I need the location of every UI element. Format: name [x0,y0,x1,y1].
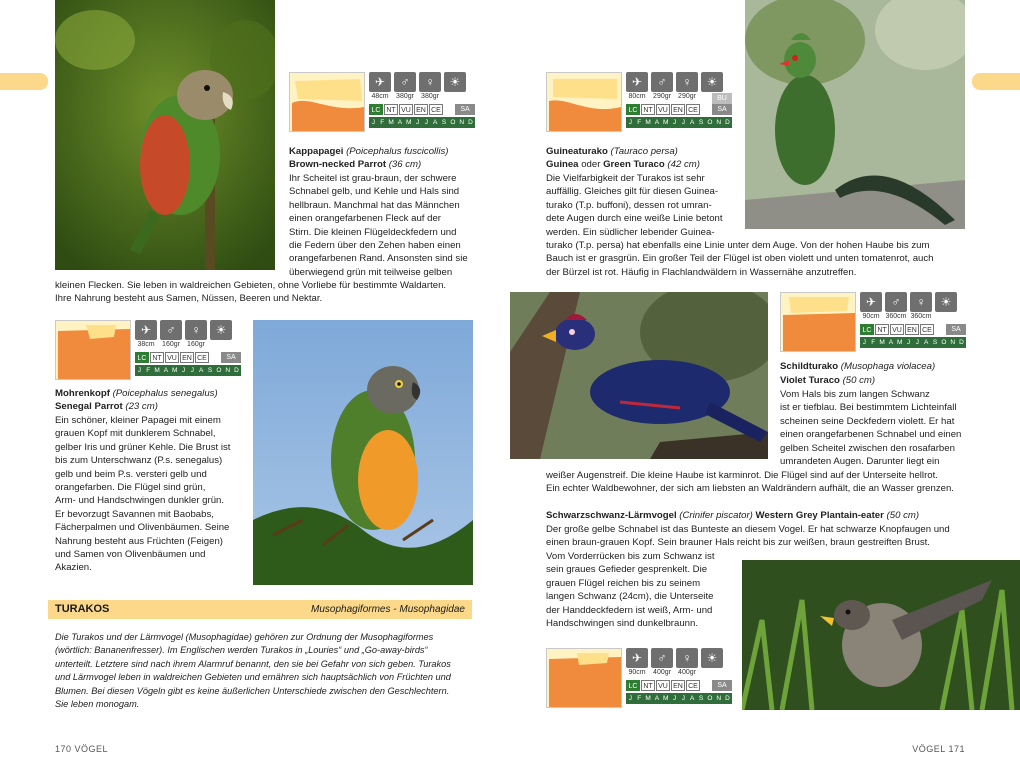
schildturako-info-box [780,292,966,354]
male-icon: ♂ [160,320,182,340]
section-banner [48,600,472,619]
sun-icon: ☀ [935,292,957,312]
weight-female-value: 160gr [187,341,205,348]
status-lc: LC [369,104,383,115]
range-map [546,648,622,708]
right-page-tab [972,73,1020,90]
range-map [55,320,131,380]
eagle-icon: ✈ [626,648,648,668]
schildturako-text: Vom Hals bis zum langen Schwanz ist er tiefblau. Bei bestimmtem Lichteinfall scheinen seine Deckfedern violett. Er hat einen orangefarbenen Schnabel und einen gelben Scheitel zwischen den rosafarben umrandeten Augen. Darunter liegt ein [780,389,962,468]
schildturako-english-name: Violet Turaco (50 cm) [780,375,876,386]
schildturako-photo [510,292,768,459]
section-title: TURAKOS [55,603,110,615]
status-ce: CE [429,104,443,115]
weight-male-value: 380gr [396,93,414,100]
female-icon: ♀ [676,648,698,668]
weight-female-value: 400gr [678,669,696,676]
length-value: 48cm [371,93,389,100]
schildturako-text-wide: weißer Augenstreif. Die kleine Haube ist karminrot. Die Flügel sind auf der Unterseite hellrot. Ein echter Waldbewohner, der sich am liebsten an Waldrändern aufhält, die an Wasser grenzen. [546,470,954,495]
weight-female-value: 360cm [910,313,932,320]
kappapagei-info-box [289,72,475,134]
status-nt: NT [384,104,398,115]
mohrenkopf-heading: Mohrenkopf (Poicephalus senegalus) [55,388,218,399]
sun-icon: ☀ [444,72,466,92]
range-map [289,72,365,132]
region-badge: SA [221,352,241,363]
length-value: 90cm [628,669,646,676]
laermvogel-text-wide: Der große gelbe Schnabel ist das Bunteste an diesem Vogel. Er hat schwarze Knopfaugen und einen braun-grauen Kopf. Sein brauner Hals reicht bis zur weißen, braun gestreiften Brust. [546,524,950,549]
status-vu: VU [399,104,413,115]
page-number-right: VÖGEL 171 [912,744,965,754]
region-badge-sa: SA [712,104,732,115]
laermvogel-text: Vom Vorderrücken bis zum Schwanz ist sein graues Gefieder gesprenkelt. Die grauen Flügel reichen bis zu seinem langen Schwanz (24cm), die Unterseite der Handdeckfedern ist weiß, Arm- und Handschwingen sind dunkelbraunn. [546,551,715,630]
region-badge: SA [712,680,732,691]
laermvogel-photo [742,560,1020,710]
male-icon: ♂ [885,292,907,312]
schildturako-heading: Schildturako (Musophaga violacea) [780,361,936,372]
male-icon: ♂ [394,72,416,92]
guineaturako-heading: Guineaturako (Tauraco persa) [546,146,678,157]
left-page-tab [0,73,48,90]
conservation-status: LC NT VU EN CE [860,324,934,335]
month-strip: J F M A M J J A S O N D [626,117,732,128]
status-en: EN [414,104,428,115]
kappapagei-text: Ihr Scheitel ist grau-braun, der schwere Schnabel gelb, und Kehle und Hals sind hellbraun. Manchmal hat das Männchen einen orangefarbenen Fleck auf der Stirn. Die kleinen Flügeldeckfedern und die Federn über den Zehen haben einen orangefarbenen Rand. Ansonsten sind sie überwiegend grün mit teilweise gelben [289,173,468,278]
guineaturako-text-wide: turako (T.p. persa) hat ebenfalls eine Linie unter dem Auge. Von der hohen Haube bis zum Bauch ist er grasgrün. Ein großer Teil der Flügel ist oben violett und unten tomatenrot, auch der Bürzel ist rot. Häufig in Flachlandwäldern in Wassernähe anzutreffen. [546,240,934,278]
female-icon: ♀ [910,292,932,312]
kappapagei-heading: Kappapagei (Poicephalus fuscicollis) [289,146,449,157]
sun-icon: ☀ [701,648,723,668]
eagle-icon: ✈ [369,72,391,92]
region-badge: SA [455,104,475,115]
kappapagei-english-name: Brown-necked Parrot (36 cm) [289,159,422,170]
region-badge: SA [946,324,966,335]
eagle-icon: ✈ [626,72,648,92]
laermvogel-info-box [546,648,732,710]
conservation-status: LC NT VU EN CE [626,680,700,691]
mohrenkopf-english-name: Senegal Parrot (23 cm) [55,401,158,412]
weight-male-value: 400gr [653,669,671,676]
range-map [546,72,622,132]
sun-icon: ☀ [701,72,723,92]
conservation-status: LC NT VU EN CE [135,352,209,363]
sun-icon: ☀ [210,320,232,340]
male-icon: ♂ [651,648,673,668]
conservation-status [369,104,443,115]
mohrenkopf-photo [253,320,473,585]
guineaturako-text: Die Vielfarbigkeit der Turakos ist sehr auffällig. Gleiches gilt für diesen Guinea- turako (T.p. buffoni), dessen rot umran- dete Augen durch eine weiße Linie betont werden. Ein südlicher lebender Guinea- [546,173,723,238]
month-strip: J F M A M J J A S O N D [860,337,966,348]
turakos-intro: Die Turakos und der Lärmvogel (Musophagidae) gehören zur Ordnung der Musophagiformes (wörtlich: Bananenfresser). Im Englischen werden Turakos in „Louries“ und „Go-away-birds“ unterteilt. Letztere sind nach ihrem Alarmruf benannt, den sie bei Gefahr von sich geben. Turakos und Lärmvogel leben in waldreichen Gebieten und ernähren sich hauptsächlich von Früchten und Blumen. Bei diesen Vögeln gibt es keine äußerlichen Unterschiede zwischen den Geschlechtern. Sie leben monogam. [55,632,451,710]
region-badge-bu: BU [712,93,732,104]
month-strip: J F M A M J J A S O N D [369,117,475,128]
weight-male-value: 360cm [885,313,907,320]
male-icon: ♂ [651,72,673,92]
length-value: 80cm [628,93,646,100]
mohrenkopf-text: Ein schöner, kleiner Papagei mit einem grauen Kopf mit dunklerem Schnabel, gelber Iris und grüner Kehle. Die Brust ist bis zum Unterschwanz (P.s. senegalus) gelb und beim P.s. versteri gelb und orangefarben. Die Flügel sind grün, Arm- und Handschwingen dunkler grün. Er bevorzugt Savannen mit Baobabs, Fächerpalmen und Olivenbäumen. Seine Nahrung besteht aus Früchten (Feigen) und Samen von Olivenbäumen und Akazien. [55,415,231,574]
eagle-icon: ✈ [860,292,882,312]
month-strip: J F M A M J J A S O N D [135,365,241,376]
weight-female-value: 380gr [421,93,439,100]
length-value: 90cm [862,313,880,320]
laermvogel-heading: Schwarzschwanz-Lärmvogel (Crinifer piscator) Western Grey Plantain-eater (50 cm) [546,510,920,521]
female-icon: ♀ [185,320,207,340]
section-order: Musophagiformes - Musophagidae [311,604,465,615]
month-strip: J F M A M J J A S O N D [626,693,732,704]
guineaturako-photo [745,0,965,229]
weight-male-value: 290gr [653,93,671,100]
female-icon: ♀ [676,72,698,92]
page-number-left: 170 VÖGEL [55,744,109,754]
kappapagei-text-wide: kleinen Flecken. Sie leben in waldreichen Gebieten, ohne Vorliebe für bestimmte Waldarten. Ihre Nahrung besteht aus Samen, Nüssen, Beeren und Nektar. [55,280,447,305]
weight-male-value: 160gr [162,341,180,348]
conservation-status: LC NT VU EN CE [626,104,700,115]
length-value: 38cm [137,341,155,348]
eagle-icon: ✈ [135,320,157,340]
mohrenkopf-info-box [55,320,241,382]
guineaturako-info-box [546,72,732,134]
guineaturako-english-name: Guinea oder Green Turaco (42 cm) [546,159,700,170]
kappapagei-photo [55,0,275,270]
female-icon: ♀ [419,72,441,92]
weight-female-value: 290gr [678,93,696,100]
range-map [780,292,856,352]
